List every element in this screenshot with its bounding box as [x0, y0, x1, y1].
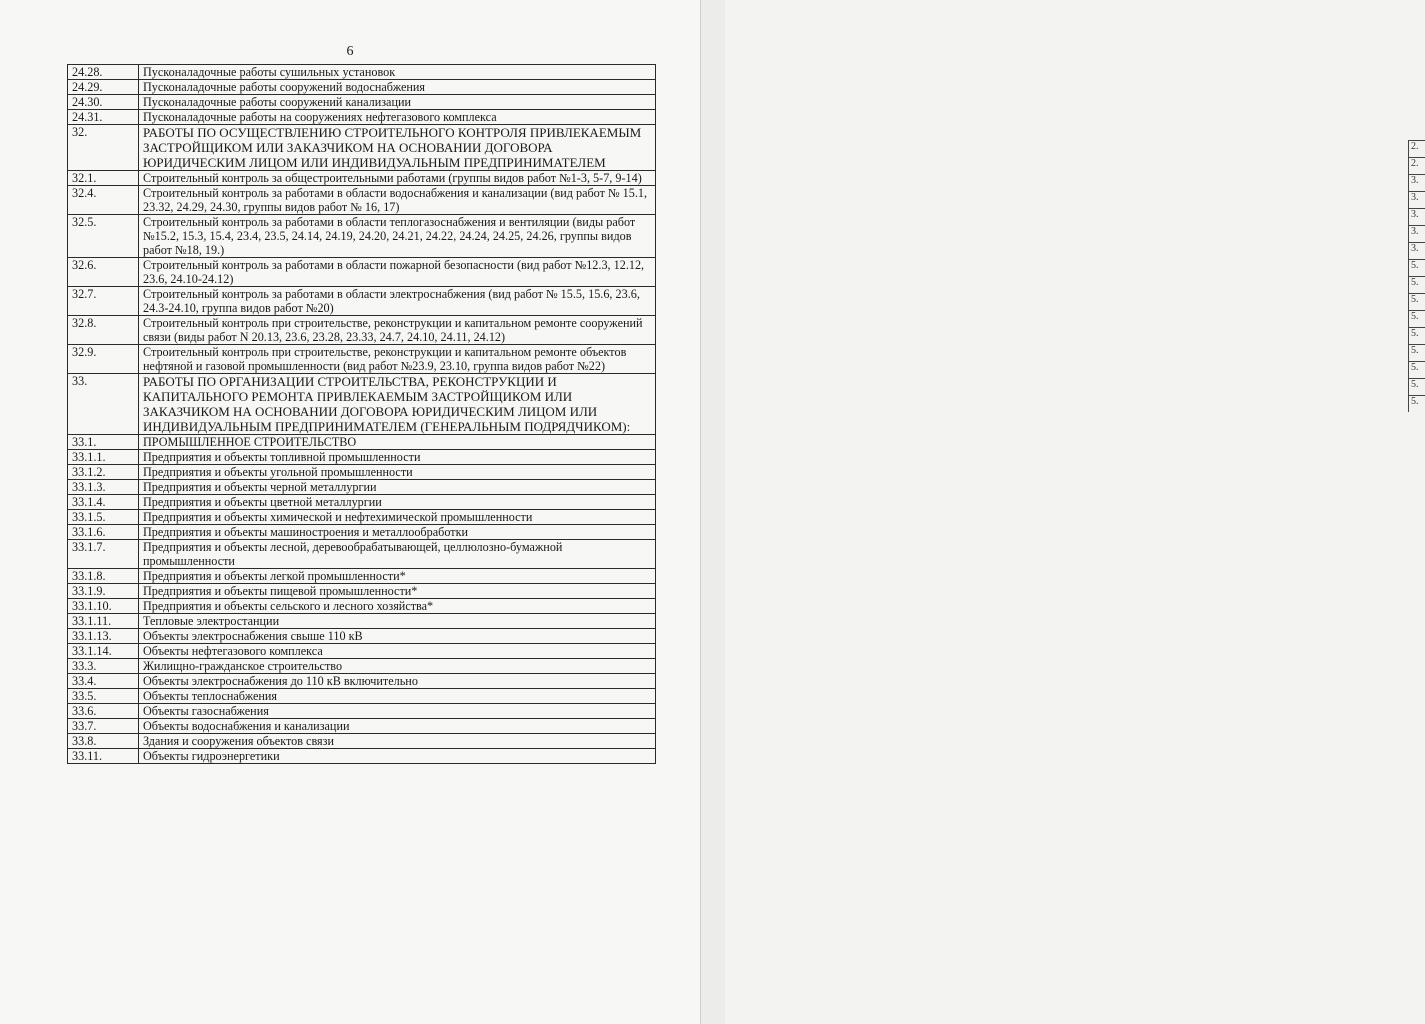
row-description: Предприятия и объекты машиностроения и металлообработки — [139, 525, 656, 540]
table-row — [68, 215, 656, 258]
row-description: Строительный контроль за работами в области водоснабжения и канализации (вид работ № 15.1, 23.32, 24.29, 24.30, группы видов работ № 16, 17) — [139, 186, 656, 215]
row-description: Предприятия и объекты легкой промышленности* — [139, 569, 656, 584]
adjacent-cell: 5. — [1408, 310, 1425, 327]
adjacent-cell: 2. — [1408, 140, 1425, 157]
row-description: Здания и сооружения объектов связи — [139, 734, 656, 749]
table-row — [68, 644, 656, 659]
adjacent-cell: 5. — [1408, 395, 1425, 412]
table-row — [68, 525, 656, 540]
table-row — [68, 171, 656, 186]
row-number: 32.8. — [68, 316, 139, 345]
adjacent-cell: 3. — [1408, 242, 1425, 259]
row-description: Предприятия и объекты лесной, деревообрабатывающей, целлюлозно-бумажной промышленности — [139, 540, 656, 569]
table-row — [68, 510, 656, 525]
row-number: 24.28. — [68, 65, 139, 80]
row-description: Строительный контроль при строительстве, реконструкции и капитальном ремонте объектов нефтяной и газовой промышленности (вид работ №23.9, 23.10, группа видов работ №22) — [139, 345, 656, 374]
adjacent-cell: 3. — [1408, 225, 1425, 242]
row-description: Объекты электроснабжения до 110 кВ включительно — [139, 674, 656, 689]
row-number: 33.1.6. — [68, 525, 139, 540]
table-row — [68, 749, 656, 764]
row-number: 33.5. — [68, 689, 139, 704]
document-page — [0, 0, 700, 1024]
adjacent-page-edge — [700, 0, 1419, 1024]
row-description: Пусконаладочные работы сооружений канализации — [139, 95, 656, 110]
row-number: 32.6. — [68, 258, 139, 287]
row-description: Строительный контроль за работами в области электроснабжения (вид работ № 15.5, 15.6, 23.6, 24.3-24.10, группа видов работ №20) — [139, 287, 656, 316]
row-number: 32.1. — [68, 171, 139, 186]
row-description: Тепловые электростанции — [139, 614, 656, 629]
page-number: 6 — [346, 44, 354, 59]
row-number: 33.1.10. — [68, 599, 139, 614]
row-description: Предприятия и объекты химической и нефтехимической промышленности — [139, 510, 656, 525]
adjacent-cell: 5. — [1408, 378, 1425, 395]
table-row — [68, 287, 656, 316]
table-row — [68, 95, 656, 110]
table-row — [68, 374, 656, 435]
adjacent-page-cells — [1408, 140, 1425, 412]
row-number: 33.1.9. — [68, 584, 139, 599]
adjacent-cell: 3. — [1408, 174, 1425, 191]
row-number: 33.1.11. — [68, 614, 139, 629]
row-number: 33. — [68, 374, 139, 435]
row-description: Строительный контроль при строительстве, реконструкции и капитальном ремонте сооружений связи (виды работ N 20.13, 23.6, 23.28, 23.33, 24.7, 24.10, 24.11, 24.12) — [139, 316, 656, 345]
row-number: 32.5. — [68, 215, 139, 258]
table-row — [68, 614, 656, 629]
row-number: 33.4. — [68, 674, 139, 689]
row-description: Жилищно-гражданское строительство — [139, 659, 656, 674]
row-number: 33.1.5. — [68, 510, 139, 525]
table-row — [68, 450, 656, 465]
row-number: 33.1.14. — [68, 644, 139, 659]
row-number: 33.1.13. — [68, 629, 139, 644]
adjacent-cell: 5. — [1408, 276, 1425, 293]
table-row — [68, 569, 656, 584]
row-description: Предприятия и объекты сельского и лесного хозяйства* — [139, 599, 656, 614]
row-description: Объекты газоснабжения — [139, 704, 656, 719]
row-number: 33.1. — [68, 435, 139, 450]
table-row — [68, 80, 656, 95]
table-row — [68, 495, 656, 510]
row-number: 33.1.8. — [68, 569, 139, 584]
table-row — [68, 186, 656, 215]
table-row — [68, 584, 656, 599]
table-row — [68, 480, 656, 495]
row-number: 32.9. — [68, 345, 139, 374]
table-row — [68, 65, 656, 80]
table-row — [68, 689, 656, 704]
adjacent-cell: 3. — [1408, 191, 1425, 208]
row-number: 33.8. — [68, 734, 139, 749]
row-number: 33.11. — [68, 749, 139, 764]
adjacent-cell: 5. — [1408, 344, 1425, 361]
table-row — [68, 704, 656, 719]
row-number: 24.31. — [68, 110, 139, 125]
row-description: Пусконаладочные работы сооружений водоснабжения — [139, 80, 656, 95]
row-number: 33.1.7. — [68, 540, 139, 569]
row-description: Предприятия и объекты пищевой промышленности* — [139, 584, 656, 599]
adjacent-cell: 5. — [1408, 293, 1425, 310]
table-row — [68, 125, 656, 171]
row-description: Объекты водоснабжения и канализации — [139, 719, 656, 734]
row-number: 24.30. — [68, 95, 139, 110]
table-row — [68, 599, 656, 614]
table-row — [68, 734, 656, 749]
row-number: 33.6. — [68, 704, 139, 719]
table-row — [68, 540, 656, 569]
table-row — [68, 258, 656, 287]
row-number: 24.29. — [68, 80, 139, 95]
work-types-table — [67, 64, 656, 764]
table-row — [68, 629, 656, 644]
row-description: Предприятия и объекты цветной металлургии — [139, 495, 656, 510]
row-description: Предприятия и объекты черной металлургии — [139, 480, 656, 495]
table-row — [68, 719, 656, 734]
row-number: 32.4. — [68, 186, 139, 215]
row-description: Пусконаладочные работы на сооружениях нефтегазового комплекса — [139, 110, 656, 125]
table-row — [68, 345, 656, 374]
adjacent-cell: 5. — [1408, 361, 1425, 378]
section-heading: РАБОТЫ ПО ОРГАНИЗАЦИИ СТРОИТЕЛЬСТВА, РЕКОНСТРУКЦИИ И КАПИТАЛЬНОГО РЕМОНТА ПРИВЛЕКАЕМЫМ ЗАСТРОЙЩИКОМ ИЛИ ЗАКАЗЧИКОМ НА ОСНОВАНИИ ДОГОВОРА ЮРИДИЧЕСКИМ ЛИЦОМ ИЛИ ИНДИВИДУАЛЬНЫМ ПРЕДПРИНИМАТЕЛЕМ (ГЕНЕРАЛЬНЫМ ПОДРЯДЧИКОМ): — [139, 374, 656, 435]
row-number: 33.1.4. — [68, 495, 139, 510]
row-number: 33.7. — [68, 719, 139, 734]
row-description: ПРОМЫШЛЕННОЕ СТРОИТЕЛЬСТВО — [139, 435, 656, 450]
row-number: 33.1.1. — [68, 450, 139, 465]
row-description: Объекты электроснабжения свыше 110 кВ — [139, 629, 656, 644]
row-description: Строительный контроль за работами в области теплогазоснабжения и вентиляции (виды работ №15.2, 15.3, 15.4, 23.4, 23.5, 24.14, 24.19, 24.20, 24.21, 24.22, 24.24, 24.25, 24.26, группы видов работ №18, 19.) — [139, 215, 656, 258]
row-description: Объекты теплоснабжения — [139, 689, 656, 704]
row-number: 32. — [68, 125, 139, 171]
row-description: Предприятия и объекты угольной промышленности — [139, 465, 656, 480]
row-description: Строительный контроль за общестроительными работами (группы видов работ №1-3, 5-7, 9-14) — [139, 171, 656, 186]
table-row — [68, 316, 656, 345]
table-row — [68, 435, 656, 450]
adjacent-cell: 2. — [1408, 157, 1425, 174]
table-row — [68, 465, 656, 480]
adjacent-cell: 5. — [1408, 327, 1425, 344]
adjacent-cell: 5. — [1408, 259, 1425, 276]
table-row — [68, 110, 656, 125]
row-description: Объекты нефтегазового комплекса — [139, 644, 656, 659]
row-number: 33.3. — [68, 659, 139, 674]
row-number: 33.1.2. — [68, 465, 139, 480]
table-row — [68, 674, 656, 689]
section-heading: РАБОТЫ ПО ОСУЩЕСТВЛЕНИЮ СТРОИТЕЛЬНОГО КОНТРОЛЯ ПРИВЛЕКАЕМЫМ ЗАСТРОЙЩИКОМ ИЛИ ЗАКАЗЧИКОМ НА ОСНОВАНИИ ДОГОВОРА ЮРИДИЧЕСКИМ ЛИЦОМ ИЛИ ИНДИВИДУАЛЬНЫМ ПРЕДПРИНИМАТЕЛЕМ — [139, 125, 656, 171]
adjacent-cell: 3. — [1408, 208, 1425, 225]
row-description: Предприятия и объекты топливной промышленности — [139, 450, 656, 465]
table-row — [68, 659, 656, 674]
row-number: 32.7. — [68, 287, 139, 316]
row-description: Пусконаладочные работы сушильных установок — [139, 65, 656, 80]
row-description: Строительный контроль за работами в области пожарной безопасности (вид работ №12.3, 12.12, 23.6, 24.10-24.12) — [139, 258, 656, 287]
row-number: 33.1.3. — [68, 480, 139, 495]
row-description: Объекты гидроэнергетики — [139, 749, 656, 764]
